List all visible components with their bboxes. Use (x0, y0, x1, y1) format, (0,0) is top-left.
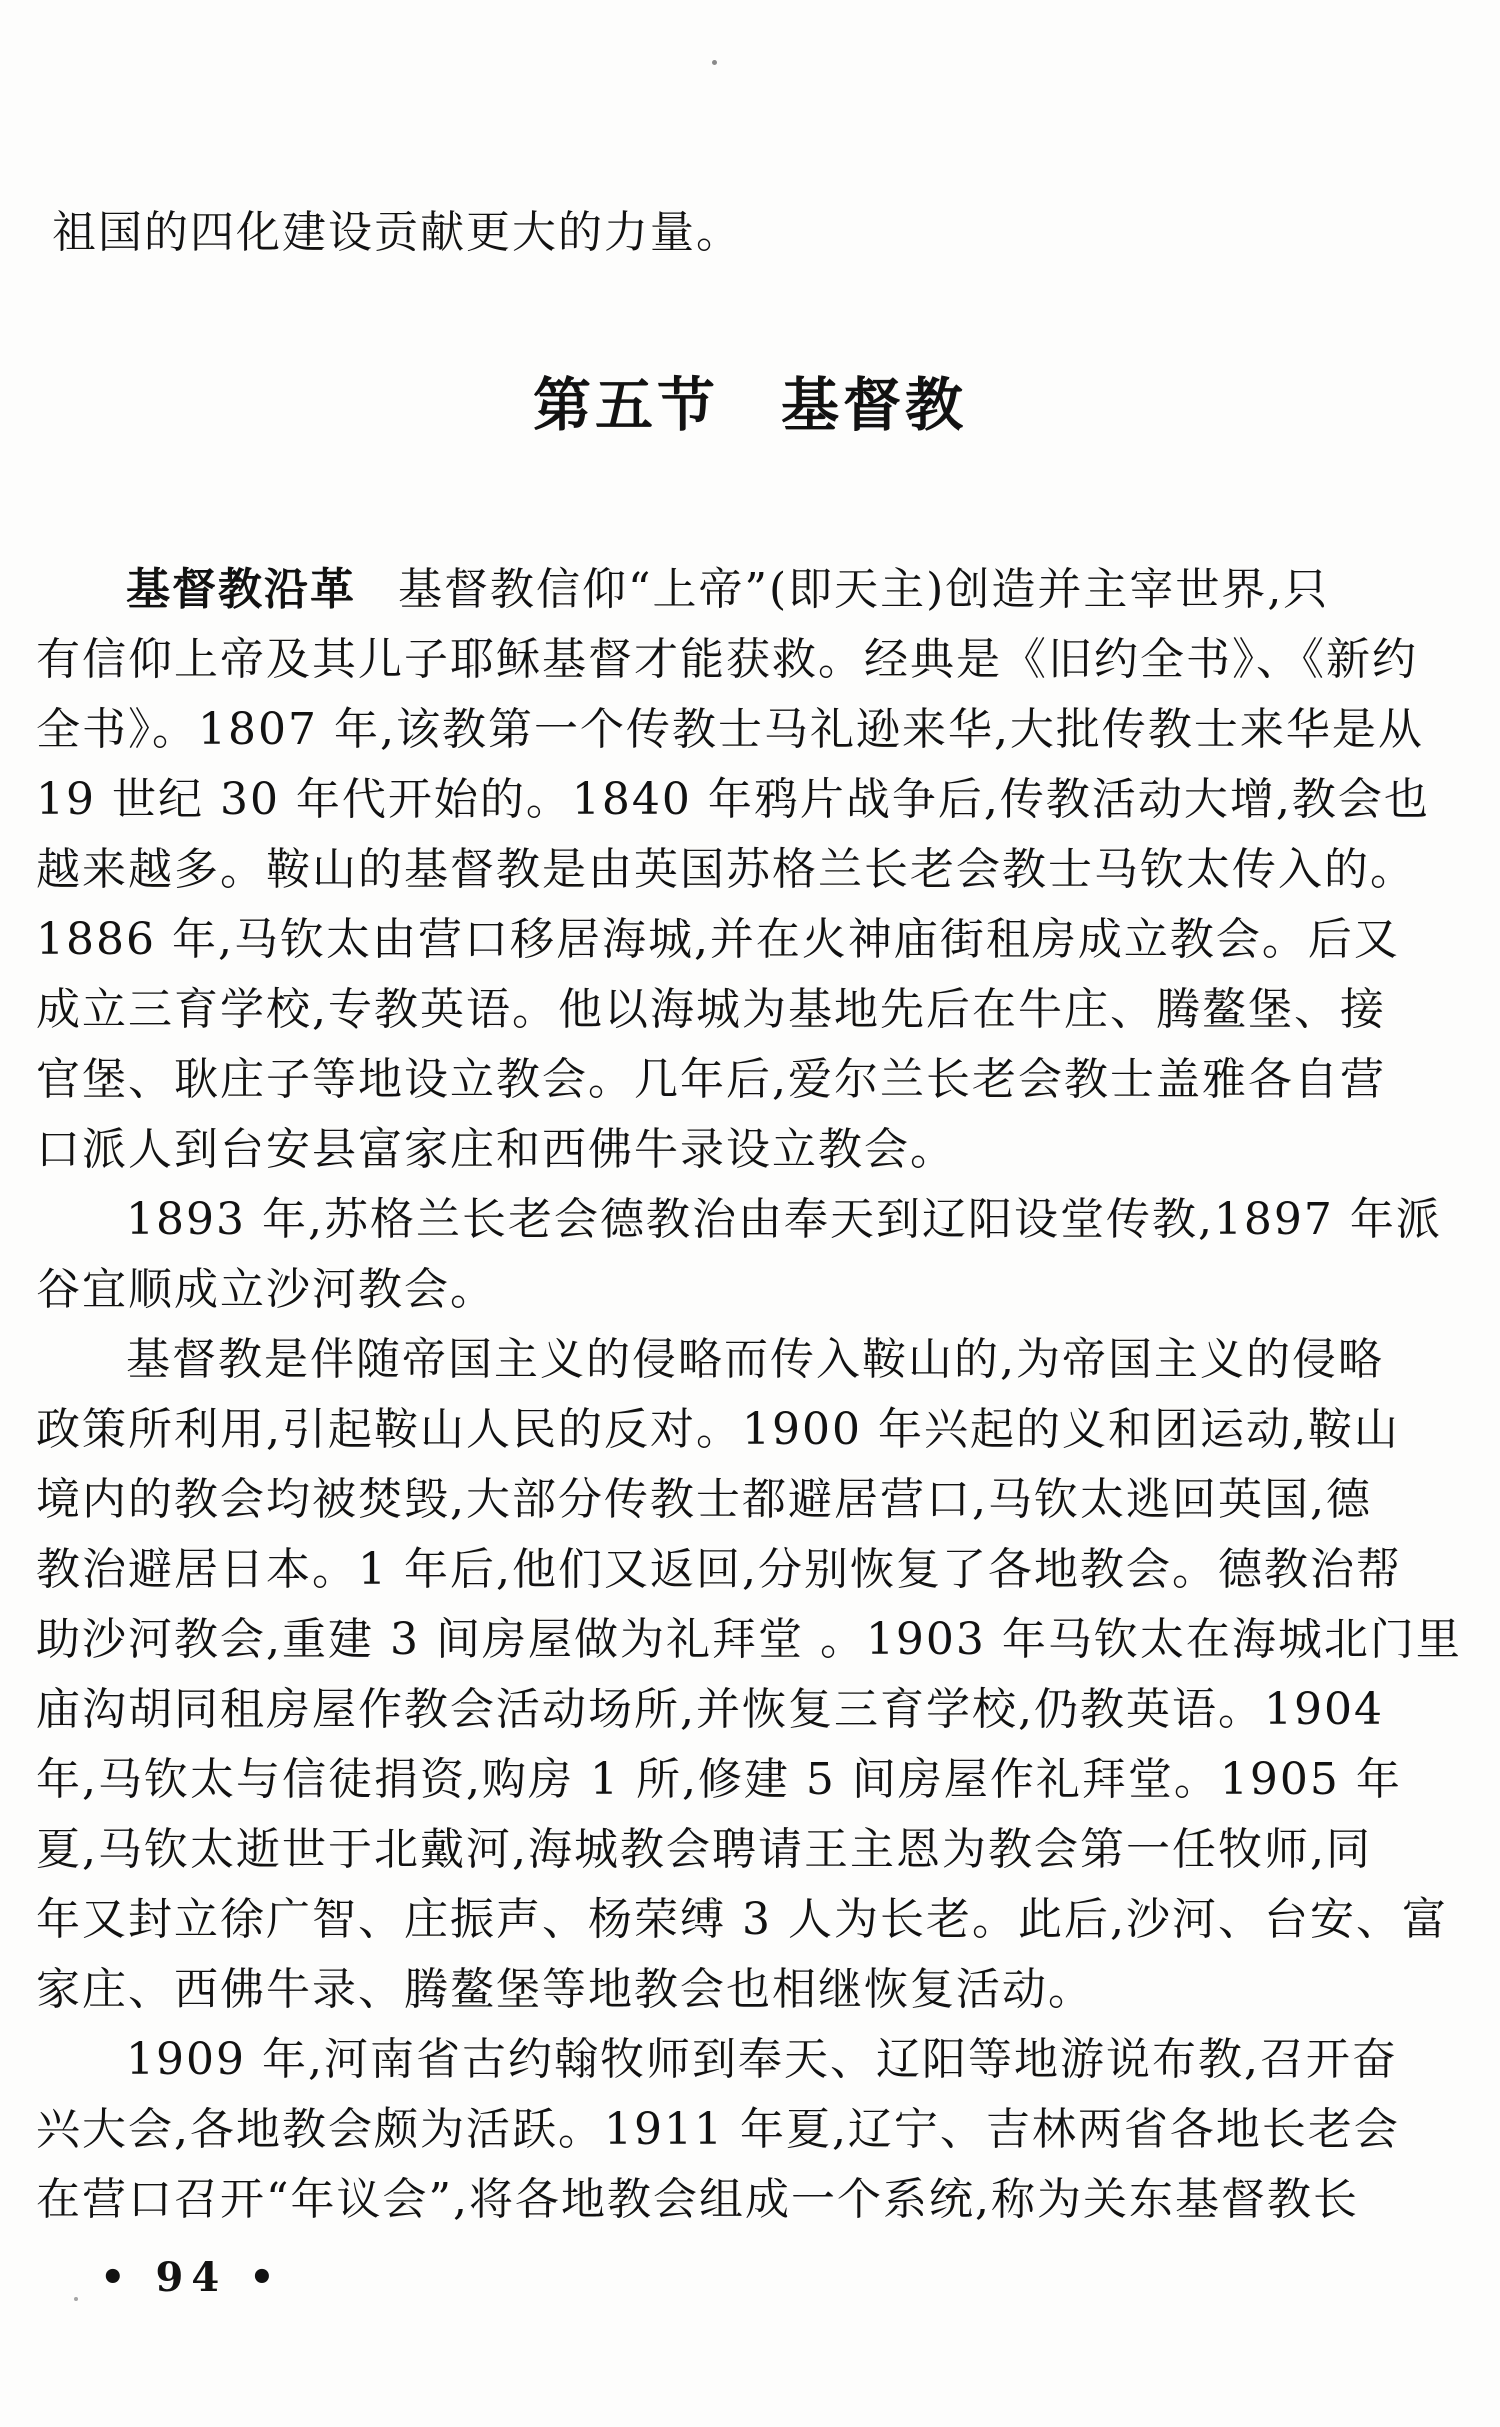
paragraph-line: 年,马钦太与信徒捐资,购房 1 所,修建 5 间房屋作礼拜堂。1905 年 (36, 1754, 1402, 1805)
body-text (36, 555, 1472, 2235)
paragraph-line: 1909 年,河南省古约翰牧师到奉天、辽阳等地游说布教,召开奋 (126, 2034, 1398, 2085)
paragraph-line: 成立三育学校,专教英语。他以海城为基地先后在牛庄、腾鳌堡、接 (36, 984, 1386, 1035)
paragraph-line: 官堡、耿庄子等地设立教会。几年后,爱尔兰长老会教士盖雅各自营 (36, 1054, 1386, 1105)
section-heading: 第五节 基督教 (532, 371, 967, 439)
paragraph-line: 家庄、西佛牛录、腾鳌堡等地教会也相继恢复活动。 (36, 1964, 1094, 2015)
paragraph-line: 有信仰上帝及其儿子耶稣基督才能获救。经典是《旧约全书》、《新约 (36, 634, 1418, 685)
paragraph-line: 教治避居日本。1 年后,他们又返回,分别恢复了各地教会。德教治帮 (36, 1544, 1402, 1595)
scan-speck (712, 60, 717, 65)
paragraph-lead: 基督教沿革 (126, 564, 356, 615)
paragraph-line: 口派人到台安县富家庄和西佛牛录设立教会。 (36, 1124, 956, 1175)
paragraph-line: 基督教是伴随帝国主义的侵略而传入鞍山的,为帝国主义的侵略 (126, 1334, 1384, 1385)
line-text: 基督教信仰“上帝”(即天主)创造并主宰世界,只 (398, 564, 1330, 615)
paragraph-line: 越来越多。鞍山的基督教是由英国苏格兰长老会教士马钦太传入的。 (36, 844, 1416, 895)
paragraph-line: 在营口召开“年议会”,将各地教会组成一个系统,称为关东基督教长 (36, 2174, 1359, 2225)
paragraph-line: 助沙河教会,重建 3 间房屋做为礼拜堂 。1903 年马钦太在海城北门里 (36, 1614, 1462, 1665)
page-number: • 94 • (100, 2254, 283, 2301)
paragraph-line: 1893 年,苏格兰长老会德教治由奉天到辽阳设堂传教,1897 年派 (126, 1194, 1442, 1245)
paragraph-line: 谷宜顺成立沙河教会。 (36, 1264, 496, 1315)
paragraph-line: 年又封立徐广智、庄振声、杨荣缚 3 人为长老。此后,沙河、台安、富 (36, 1894, 1448, 1945)
intro-line: 祖国的四化建设贡献更大的力量。 (52, 207, 742, 258)
paragraph-line: 兴大会,各地教会颇为活跃。1911 年夏,辽宁、吉林两省各地长老会 (36, 2104, 1400, 2155)
paragraph-line: 境内的教会均被焚毁,大部分传教士都避居营口,马钦太逃回英国,德 (36, 1474, 1372, 1525)
paragraph-line: 政策所利用,引起鞍山人民的反对。1900 年兴起的义和团运动,鞍山 (36, 1404, 1400, 1455)
paragraph-line: 19 世纪 30 年代开始的。1840 年鸦片战争后,传教活动大增,教会也 (36, 774, 1430, 825)
paragraph-line: 1886 年,马钦太由营口移居海城,并在火神庙街租房成立教会。后又 (36, 914, 1400, 965)
scan-speck (74, 2297, 78, 2301)
paragraph-line (36, 555, 1472, 625)
paragraph-line: 全书》。1807 年,该教第一个传教士马礼逊来华,大批传教士来华是从 (36, 704, 1424, 755)
paragraph-line: 夏,马钦太逝世于北戴河,海城教会聘请王主恩为教会第一任牧师,同 (36, 1824, 1372, 1875)
paragraph-line: 庙沟胡同租房屋作教会活动场所,并恢复三育学校,仍教英语。1904 (36, 1684, 1384, 1735)
